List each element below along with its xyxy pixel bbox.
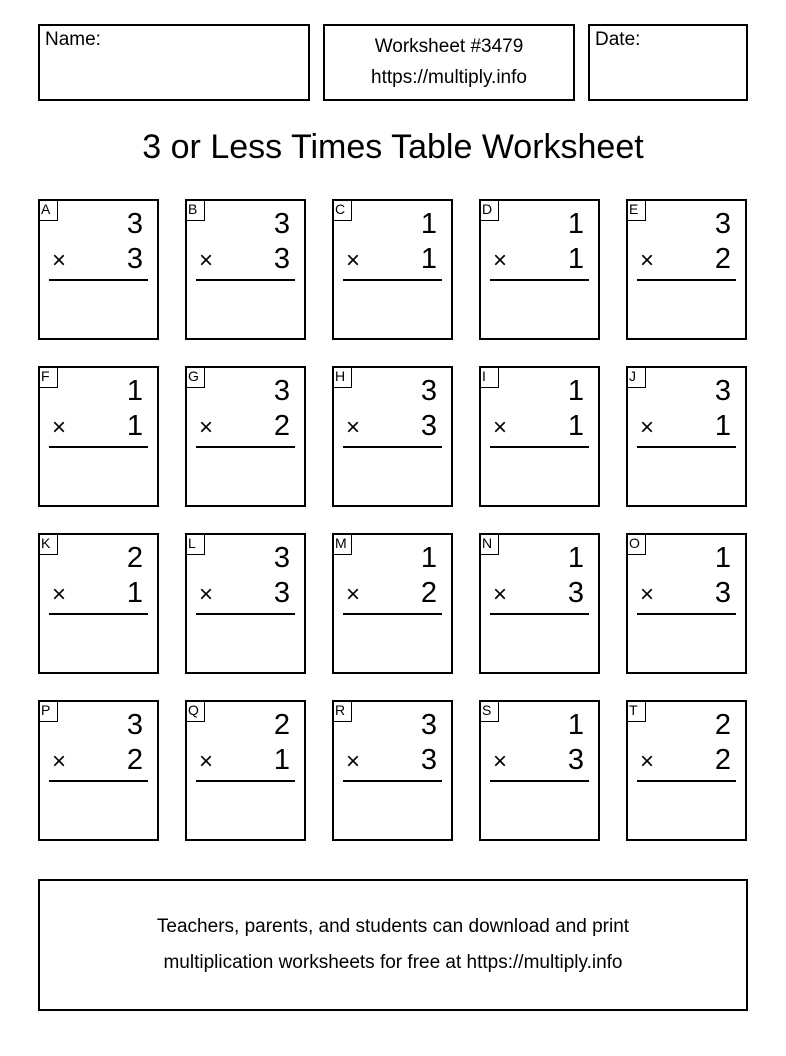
multiplicand: 3 xyxy=(420,709,437,741)
times-operator: × xyxy=(52,247,67,274)
multiplicand: 2 xyxy=(714,709,731,741)
multiplier: 2 xyxy=(273,410,290,442)
multiplicand: 2 xyxy=(273,709,290,741)
problem-letter: D xyxy=(480,200,499,221)
answer-line xyxy=(343,279,442,281)
times-operator: × xyxy=(52,748,67,775)
multiplicand: 2 xyxy=(126,542,143,574)
multiplicand: 1 xyxy=(420,208,437,240)
times-operator: × xyxy=(346,414,361,441)
name-box xyxy=(38,24,310,101)
answer-line xyxy=(637,279,736,281)
date-label: Date: xyxy=(595,29,641,50)
problem-card xyxy=(185,366,306,507)
answer-line xyxy=(196,613,295,615)
times-operator: × xyxy=(52,414,67,441)
times-operator: × xyxy=(199,247,214,274)
times-operator: × xyxy=(346,748,361,775)
multiplier: 3 xyxy=(567,744,584,776)
multiplier: 1 xyxy=(714,410,731,442)
times-operator: × xyxy=(52,581,67,608)
problem-letter: I xyxy=(480,367,499,388)
multiplier: 1 xyxy=(567,410,584,442)
problem-card xyxy=(38,366,159,507)
name-label: Name: xyxy=(45,29,101,50)
problem-letter: Q xyxy=(186,701,205,722)
problem-card xyxy=(185,199,306,340)
multiplicand: 3 xyxy=(420,375,437,407)
times-operator: × xyxy=(346,581,361,608)
answer-line xyxy=(637,780,736,782)
problem-card xyxy=(479,199,600,340)
problem-letter: B xyxy=(186,200,205,221)
multiplier: 3 xyxy=(420,410,437,442)
answer-line xyxy=(637,613,736,615)
problem-card xyxy=(185,533,306,674)
multiplier: 1 xyxy=(126,577,143,609)
times-operator: × xyxy=(199,414,214,441)
footer-line-2: multiplication worksheets for free at https://multiply.info xyxy=(163,952,623,973)
multiplicand: 3 xyxy=(126,709,143,741)
multiplier: 2 xyxy=(714,744,731,776)
multiplier: 3 xyxy=(126,243,143,275)
problem-card xyxy=(38,199,159,340)
multiplicand: 1 xyxy=(567,542,584,574)
multiplier: 3 xyxy=(420,744,437,776)
multiplier: 3 xyxy=(273,577,290,609)
multiplicand: 3 xyxy=(714,208,731,240)
answer-line xyxy=(343,613,442,615)
multiplicand: 3 xyxy=(273,542,290,574)
multiplicand: 3 xyxy=(273,208,290,240)
problem-card xyxy=(479,366,600,507)
problem-letter: O xyxy=(627,534,646,555)
times-operator: × xyxy=(493,748,508,775)
multiplier: 2 xyxy=(714,243,731,275)
answer-line xyxy=(49,279,148,281)
problem-card xyxy=(332,199,453,340)
site-url: https://multiply.info xyxy=(371,67,527,88)
problem-card xyxy=(185,700,306,841)
multiplier: 3 xyxy=(567,577,584,609)
times-operator: × xyxy=(640,581,655,608)
problem-card xyxy=(626,533,747,674)
answer-line xyxy=(49,613,148,615)
problem-card xyxy=(332,366,453,507)
multiplier: 1 xyxy=(420,243,437,275)
answer-line xyxy=(490,613,589,615)
times-operator: × xyxy=(640,247,655,274)
answer-line xyxy=(490,446,589,448)
multiplicand: 1 xyxy=(714,542,731,574)
problem-letter: H xyxy=(333,367,352,388)
problem-card xyxy=(626,366,747,507)
answer-line xyxy=(49,780,148,782)
multiplicand: 3 xyxy=(273,375,290,407)
multiplicand: 1 xyxy=(126,375,143,407)
answer-line xyxy=(490,279,589,281)
footer-line-1: Teachers, parents, and students can download and print xyxy=(156,916,630,937)
multiplier: 1 xyxy=(567,243,584,275)
multiplier: 1 xyxy=(273,744,290,776)
problem-card xyxy=(626,199,747,340)
multiplier: 1 xyxy=(126,410,143,442)
answer-line xyxy=(196,780,295,782)
multiplicand: 3 xyxy=(126,208,143,240)
problem-letter: L xyxy=(186,534,205,555)
multiplier: 2 xyxy=(126,744,143,776)
times-operator: × xyxy=(493,414,508,441)
answer-line xyxy=(637,446,736,448)
multiplicand: 1 xyxy=(420,542,437,574)
problem-card xyxy=(626,700,747,841)
multiplicand: 1 xyxy=(567,208,584,240)
times-operator: × xyxy=(493,247,508,274)
problem-letter: C xyxy=(333,200,352,221)
worksheet-id: Worksheet #3479 xyxy=(374,36,524,57)
times-operator: × xyxy=(199,581,214,608)
problem-letter: S xyxy=(480,701,499,722)
worksheet-id-box xyxy=(323,24,575,101)
multiplicand: 3 xyxy=(714,375,731,407)
times-operator: × xyxy=(346,247,361,274)
multiplicand: 1 xyxy=(567,709,584,741)
multiplier: 3 xyxy=(714,577,731,609)
multiplicand: 1 xyxy=(567,375,584,407)
problem-card xyxy=(479,700,600,841)
date-box xyxy=(588,24,748,101)
problem-card xyxy=(332,700,453,841)
answer-line xyxy=(490,780,589,782)
problem-letter: R xyxy=(333,701,352,722)
problem-card xyxy=(332,533,453,674)
footer-box xyxy=(38,879,748,1011)
answer-line xyxy=(343,780,442,782)
answer-line xyxy=(343,446,442,448)
times-operator: × xyxy=(493,581,508,608)
problem-letter: P xyxy=(39,701,58,722)
multiplier: 3 xyxy=(273,243,290,275)
problem-letter: F xyxy=(39,367,58,388)
problem-letter: E xyxy=(627,200,646,221)
problem-card xyxy=(38,700,159,841)
problem-letter: N xyxy=(480,534,499,555)
answer-line xyxy=(196,279,295,281)
times-operator: × xyxy=(640,414,655,441)
page-title: 3 or Less Times Table Worksheet xyxy=(142,128,644,166)
problem-letter: J xyxy=(627,367,646,388)
times-operator: × xyxy=(640,748,655,775)
problem-card xyxy=(38,533,159,674)
problem-letter: A xyxy=(39,200,58,221)
times-operator: × xyxy=(199,748,214,775)
multiplier: 2 xyxy=(420,577,437,609)
answer-line xyxy=(49,446,148,448)
problem-letter: K xyxy=(39,534,58,555)
answer-line xyxy=(196,446,295,448)
problem-letter: G xyxy=(186,367,205,388)
problem-letter: T xyxy=(627,701,646,722)
problem-card xyxy=(479,533,600,674)
problem-letter: M xyxy=(333,534,352,555)
